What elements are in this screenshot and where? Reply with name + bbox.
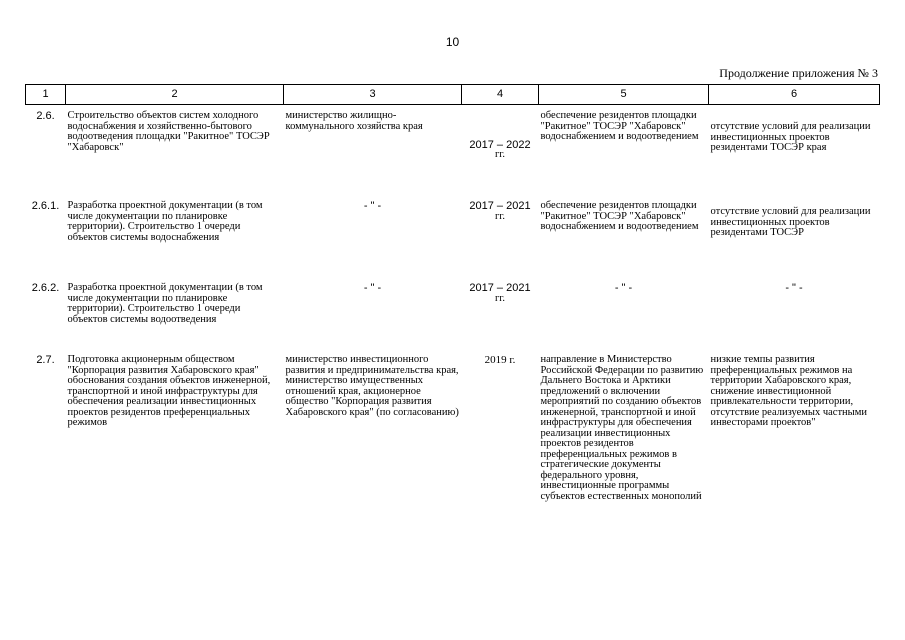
responsible-cell: - " - xyxy=(363,282,382,294)
period-year: 2017 – 2021 xyxy=(469,282,531,294)
measures-table xyxy=(25,84,880,555)
column-header: 1 xyxy=(26,85,66,105)
task-cell: Разработка проектной документации (в том числе документации по планировке территории). Строительство 1 очереди объектов системы водоснабжения xyxy=(67,200,263,243)
period-cell xyxy=(462,277,539,349)
table-header-row xyxy=(26,85,880,105)
period-suffix: гг. xyxy=(494,149,506,160)
row-number: 2.6.1. xyxy=(31,200,60,212)
column-header: 3 xyxy=(284,85,462,105)
period-year: 2017 – 2022 xyxy=(469,138,531,151)
table-row xyxy=(26,195,880,277)
column-header: 5 xyxy=(539,85,709,105)
row-number: 2.6. xyxy=(36,110,55,122)
responsible-cell: министерство инвестиционного развития и предпринимательства края, министерство имущественных отношений края, акционерное общество "Корпорация развития Хабаровского края" (по согласованию) xyxy=(285,354,459,418)
responsible-cell: - " - xyxy=(363,200,382,212)
period-cell xyxy=(462,195,539,277)
continuation-label: Продолжение приложения № 3 xyxy=(719,66,878,80)
table-row xyxy=(26,105,880,196)
result-cell: - " - xyxy=(614,282,633,294)
period-cell xyxy=(462,105,539,196)
risk-cell: низкие темпы развития преференциальных режимов на территории Хабаровского края, снижение инвестиционной привлекательности территории, отсутствие реализуемых частными инвесторами проектов" xyxy=(710,354,867,428)
column-header: 2 xyxy=(66,85,284,105)
period-cell xyxy=(462,349,539,555)
column-header: 6 xyxy=(709,85,880,105)
responsible-cell: министерство жилищно-коммунального хозяйства края xyxy=(285,110,423,132)
table-row xyxy=(26,349,880,555)
period-suffix: гг. xyxy=(494,292,506,304)
page-number: 10 xyxy=(445,35,460,49)
column-header: 4 xyxy=(462,85,539,105)
period-suffix: гг. xyxy=(494,210,506,222)
period-year: 2019 г. xyxy=(484,354,516,366)
task-cell: Подготовка акционерным обществом "Корпорация развития Хабаровского края" обоснования создания объектов инженерной, транспортной и иной инфраструктуры для обеспечения реализации инвестиционных проектов резидентов преференциальных режимов xyxy=(67,354,271,428)
result-cell: обеспечение резидентов площадки "Ракитное" ТОСЭР "Хабаровск" водоснабжением и водоотведением xyxy=(540,200,699,232)
result-cell: направление в Министерство Российской Федерации по развитию Дальнего Востока и Арктики предложений о включении мероприятий по созданию объектов инженерной, транспортной и иной инфраструктуры для обеспечения реализации инвестиционных проектов резидентов преференциальных режимов в стратегические документы федерального уровня, инвестиционные программы субъектов естественных монополий xyxy=(540,354,704,502)
row-number: 2.7. xyxy=(36,354,55,366)
task-cell: Строительство объектов систем холодного водоснабжения и хозяйственно-бытового водоотведения площадки "Ракитное" ТОСЭР "Хабаровск" xyxy=(67,110,270,153)
risk-cell: - " - xyxy=(785,282,803,294)
task-cell: Разработка проектной документации (в том числе документации по планировке территории). Строительство 1 очереди объектов системы водоотведения xyxy=(67,282,263,325)
risk-cell: отсутствие условий для реализации инвестиционных проектов резидентами ТОСЭР края xyxy=(710,121,871,153)
row-number: 2.6.2. xyxy=(31,282,60,294)
period-year: 2017 – 2021 xyxy=(469,200,531,212)
table-row xyxy=(26,277,880,349)
risk-cell: отсутствие условий для реализации инвестиционных проектов резидентами ТОСЭР xyxy=(710,206,871,238)
result-cell: обеспечение резидентов площадки "Ракитное" ТОСЭР "Хабаровск" водоснабжением и водоотведением xyxy=(540,110,699,142)
